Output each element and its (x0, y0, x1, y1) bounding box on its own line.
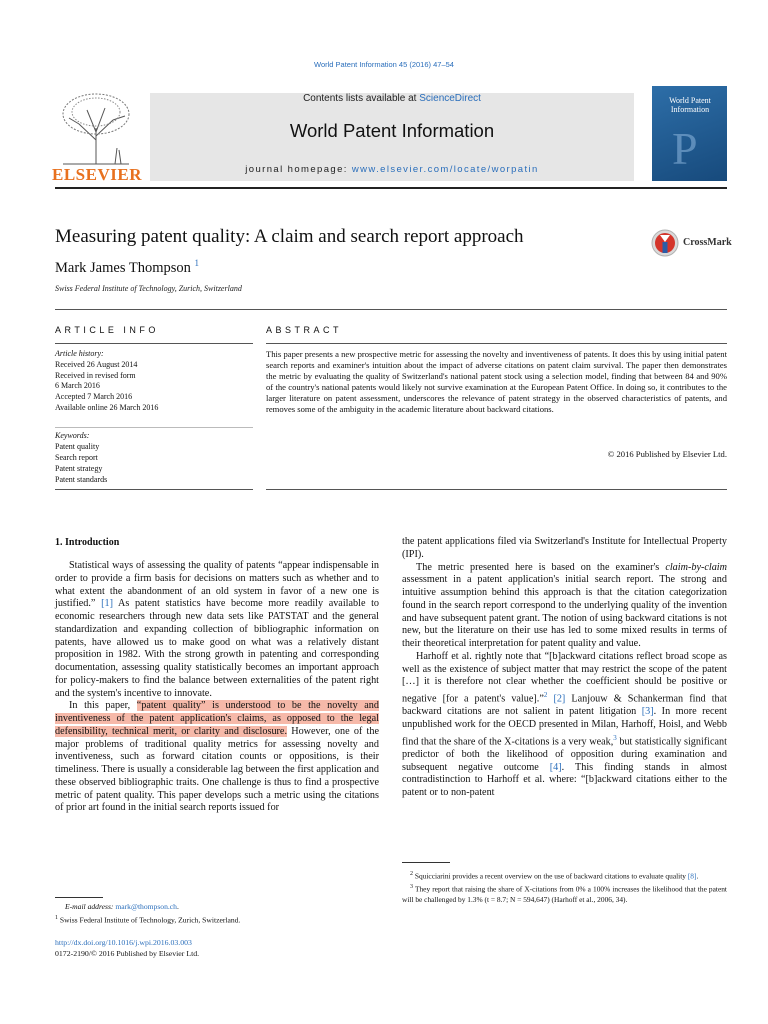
author-footnote-link[interactable]: 1 (194, 258, 199, 268)
sciencedirect-link[interactable]: ScienceDirect (419, 93, 481, 104)
section-heading-introduction: 1. Introduction (55, 537, 120, 548)
article-title: Measuring patent quality: A claim and search report approach (55, 226, 524, 247)
paragraph: Statistical ways of assessing the quality of patents “appear indispensable in order to provide a firm basis for decisions on matters such as whether and to what extent the abandonment of an old system in favor of a new one is justified.” [1] As patent statistics have become more readily available to economic researchers through new data sets like PATSTAT and the general standardization and expanding collection of bibliographic information on patents, have allowed us to make good on what was a relatively distant proposition in 1982. With the strong growth in patenting and corresponding documentation, assessing quality statistically becomes an important approach for policy-makers to find the balance between externalities of the patent right and the system's incentive to innovate. (55, 560, 379, 699)
highlighted-text: “patent quality” is understood to be the novelty and inventiveness of the patent application's claims, as opposed to the legal defensibility, technical merit, or clarity and disclosure. (55, 700, 379, 737)
article-info-rule (55, 343, 253, 344)
keyword: Patent standards (55, 475, 108, 484)
section-rule (55, 309, 727, 310)
svg-text:P: P (672, 123, 698, 174)
crossmark-icon[interactable] (651, 229, 679, 257)
email-link[interactable]: mark@thompson.ch (115, 902, 177, 911)
contents-line: Contents lists available at ScienceDirect (303, 93, 481, 104)
affiliation: Swiss Federal Institute of Technology, Zurich, Switzerland (55, 284, 242, 293)
paragraph: Harhoff et al. rightly note that “[b]ackward citations reflect broad scope as well as the existence of subject matter that may restrict the scope of the patent […] it is therefore not clear whether the coefficient should be positive or negative [for a patent's value].”$^2$ [2] Lanjouw & Schankerman find that backward citations are not salient in patent litigation [3]. In more recent unpublished work for the OECD presented in Milan, Harhoff, Hoisl, and Webb find that the share of the X-citations is a very weak,$^3$ but statistically significant predictor of both the likelihood of opposition during examination and subsequent negative outcome [4]. This finding stands in almost contradistinction to Harhoff et al. where: “[b]ackward citations either to the patent or to non-patent (402, 650, 728, 799)
history-label: Article history: (55, 349, 104, 358)
homepage-link[interactable]: www.elsevier.com/locate/worpatin (351, 164, 539, 175)
keywords (55, 430, 253, 485)
footnote-link[interactable]: 2 (543, 691, 548, 699)
footnote-3: $^3$ They report that raising the share of X-citations from 0% a 100% increases the likelihood that the patent will be challenged by 1.3% (t = 8.7; N = 594,647) (Harhoff et al., 2006, 34). (402, 884, 727, 905)
journal-homepage: journal homepage: www.elsevier.com/locate/worpatin (245, 164, 539, 175)
author-line (55, 258, 199, 277)
journal-citation[interactable]: World Patent Information 45 (2016) 47–54 (314, 60, 454, 69)
paragraph: The metric presented here is based on the examiner's claim-by-claim assessment in a patent application's initial search report. The strong and intuitive assumption behind this approach is that the citation categorization found in the search report correspond to the underlying quality of the invention and have subsequent patent grant. The notion of using backward citations is not new, but the literature on their use has led to some mixed results in terms of their theoretical interpretation for patent quality and value. (402, 561, 727, 649)
history-item: Received 26 August 2014 (55, 359, 138, 369)
info-bottom-rule (55, 489, 253, 490)
keyword: Search report (55, 453, 98, 462)
cover-title: World Patent Information (669, 96, 711, 114)
keywords-label: Keywords: (55, 431, 90, 440)
footnotes-right (402, 869, 727, 906)
history-item: Received in revised form (55, 370, 136, 380)
email-footnote: E-mail address: mark@thompson.ch. (65, 902, 179, 911)
paragraph: In this paper, “patent quality” is understood to be the novelty and inventiveness of the patent application's claims, as opposed to the legal defensibility, technical merit, or clarity and disclosure. However, one of the major problems of traditional quality metrics for assessing novelty and inventiveness, such as forward citation counts or oppositions, is their timeliness. There is usually a considerable lag between the first application and these observed bibliographic traits. One challenge is thus to find a prospective metric of patent quality. This paper develops such a metric using the citations of prior art found in the initial search reports issued for (55, 700, 379, 814)
footnotes-left (55, 902, 379, 926)
article-info-heading: ARTICLE INFO (55, 325, 159, 335)
reference-link[interactable]: [1] (101, 598, 113, 610)
header-rule (55, 187, 727, 189)
crossmark-label[interactable]: CrossMark (683, 237, 732, 248)
footnote-link[interactable]: 3 (613, 733, 617, 742)
reference-link[interactable]: [3] (641, 706, 654, 718)
footnote-2: $^2$ Squicciarini provides a recent overview on the use of backward citations to evaluate quality [8]. (410, 871, 699, 881)
doi-block (55, 937, 199, 959)
journal-title: World Patent Information (289, 120, 495, 141)
doi-link[interactable]: http://dx.doi.org/10.1016/j.wpi.2016.03.003 (55, 938, 192, 947)
reference-link[interactable]: [2] (553, 693, 566, 705)
body-left-column (55, 560, 379, 815)
reference-link[interactable]: [8] (687, 871, 697, 881)
issn-line: 0172-2190/© 2016 Published by Elsevier Ltd. (55, 949, 200, 958)
author-name: Mark James Thompson (55, 259, 191, 276)
elsevier-wordmark: ELSEVIER (52, 165, 142, 184)
abstract-copyright: © 2016 Published by Elsevier Ltd. (607, 449, 727, 459)
paragraph: the patent applications filed via Switzerland's Institute for Intellectual Property (IPI). (402, 536, 727, 560)
abstract-rule (266, 343, 727, 344)
history-item: Available online 26 March 2016 (55, 402, 159, 412)
abstract-heading: ABSTRACT (266, 325, 343, 335)
abstract-bottom-rule (266, 489, 727, 490)
keyword: Patent quality (55, 442, 100, 451)
history-item: Accepted 7 March 2016 (55, 392, 133, 402)
keyword: Patent strategy (55, 464, 103, 473)
footnote-1: $^1$ Swiss Federal Institute of Technology, Zurich, Switzerland. (55, 914, 241, 925)
article-history (55, 349, 253, 414)
footnote-rule (402, 862, 450, 863)
footnote-rule (55, 897, 103, 898)
body-right-column (402, 536, 727, 800)
keywords-rule (55, 427, 253, 428)
abstract-text: This paper presents a new prospective metric for assessing the novelty and inventiveness of patents. It does this by using initial patent search reports and examiner's intuition about the impact of adverse citations on patent claim survival. The paper then demonstrates the metric by evaluating the quality of Switzerland's national patent stock using a selection model, finding that between 84 and 90% of the country's national patents would likely not survive examination at the European Patent Office. In doing so, it contributes to the larger literature on patent assessment, underscores the relevance of patent strategy in the observed characteristics of patents, and removes some of the ambiguity in the academic literature about backward citations. (266, 349, 727, 415)
history-item: 6 March 2016 (55, 381, 100, 391)
reference-link[interactable]: [4] (549, 761, 562, 773)
